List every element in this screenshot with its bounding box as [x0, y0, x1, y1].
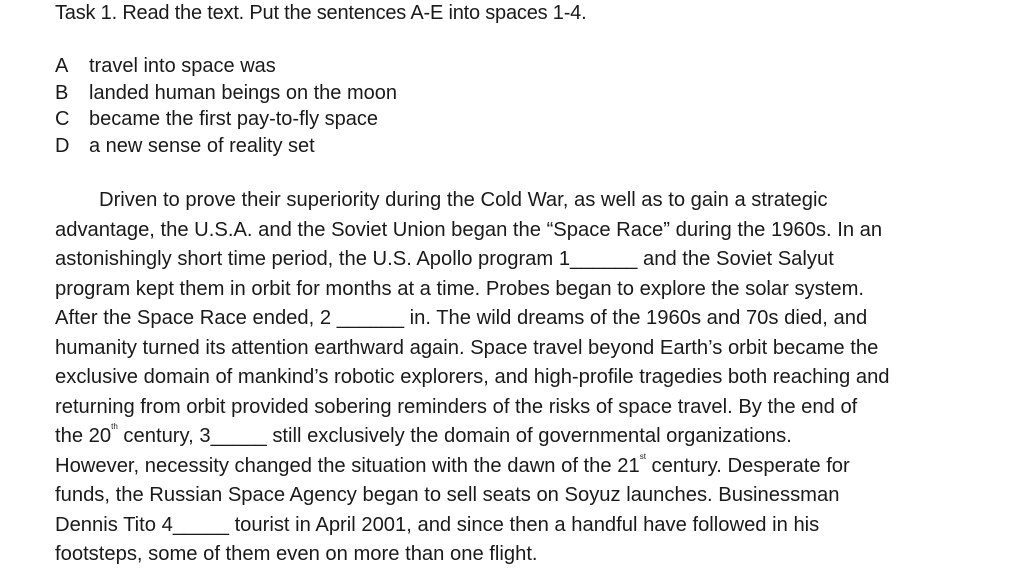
passage-text: the 20: [55, 425, 112, 447]
option-a: [55, 53, 397, 80]
passage-line: funds, the Russian Space Agency began to sell seats on Soyuz launches. Businessman: [55, 484, 840, 506]
task-title: Task 1. Read the text. Put the sentences A-E into spaces 1-4.: [55, 2, 587, 24]
option-letter: D: [55, 134, 70, 157]
option-d: [55, 133, 397, 160]
passage-line: [55, 422, 890, 452]
option-c: [55, 106, 397, 133]
option-text: became the first pay-to-fly space: [89, 108, 379, 130]
passage-line: exclusive domain of mankind’s robotic explorers, and high-profile tragedies both reaching and: [55, 366, 890, 388]
passage-line: program kept them in orbit for months at a time. Probes began to explore the solar system.: [55, 277, 865, 300]
passage-text: However, necessity changed the situation with the dawn of the 21: [55, 454, 640, 477]
option-letter: C: [55, 108, 70, 130]
passage-line: advantage, the U.S.A. and the Soviet Union began the “Space Race” during the 1960s. In an: [55, 218, 883, 241]
passage-line: Driven to prove their superiority during the Cold War, as well as to gain a strategic: [99, 189, 828, 211]
passage-line: footsteps, some of them even on more than one flight.: [55, 543, 538, 565]
passage-line: [55, 452, 890, 482]
option-text: travel into space was: [89, 55, 276, 77]
passage-line: astonishingly short time period, the U.S. Apollo program 1______ and the Soviet Salyut: [55, 248, 834, 270]
option-text: landed human beings on the moon: [89, 81, 398, 104]
option-b: [55, 80, 397, 107]
passage-line: returning from orbit provided sobering reminders of the risks of space travel. By the end of: [55, 395, 858, 418]
ordinal-superscript: st: [639, 451, 646, 461]
option-letter: B: [55, 81, 69, 104]
reading-passage: [55, 186, 890, 570]
passage-line: After the Space Race ended, 2 ______ in. The wild dreams of the 1960s and 70s died, and: [55, 307, 868, 329]
passage-text: century, 3_____ still exclusively the domain of governmental organizations.: [117, 425, 792, 447]
passage-line: humanity turned its attention earthward again. Space travel beyond Earth’s orbit became the: [55, 336, 879, 359]
passage-text: century. Desperate for: [645, 454, 850, 477]
ordinal-superscript: th: [111, 422, 118, 431]
option-text: a new sense of reality set: [89, 134, 315, 157]
passage-line: Dennis Tito 4_____ tourist in April 2001, and since then a handful have followed in his: [55, 513, 820, 536]
option-letter: A: [55, 55, 69, 77]
sentence-options: [55, 53, 397, 159]
